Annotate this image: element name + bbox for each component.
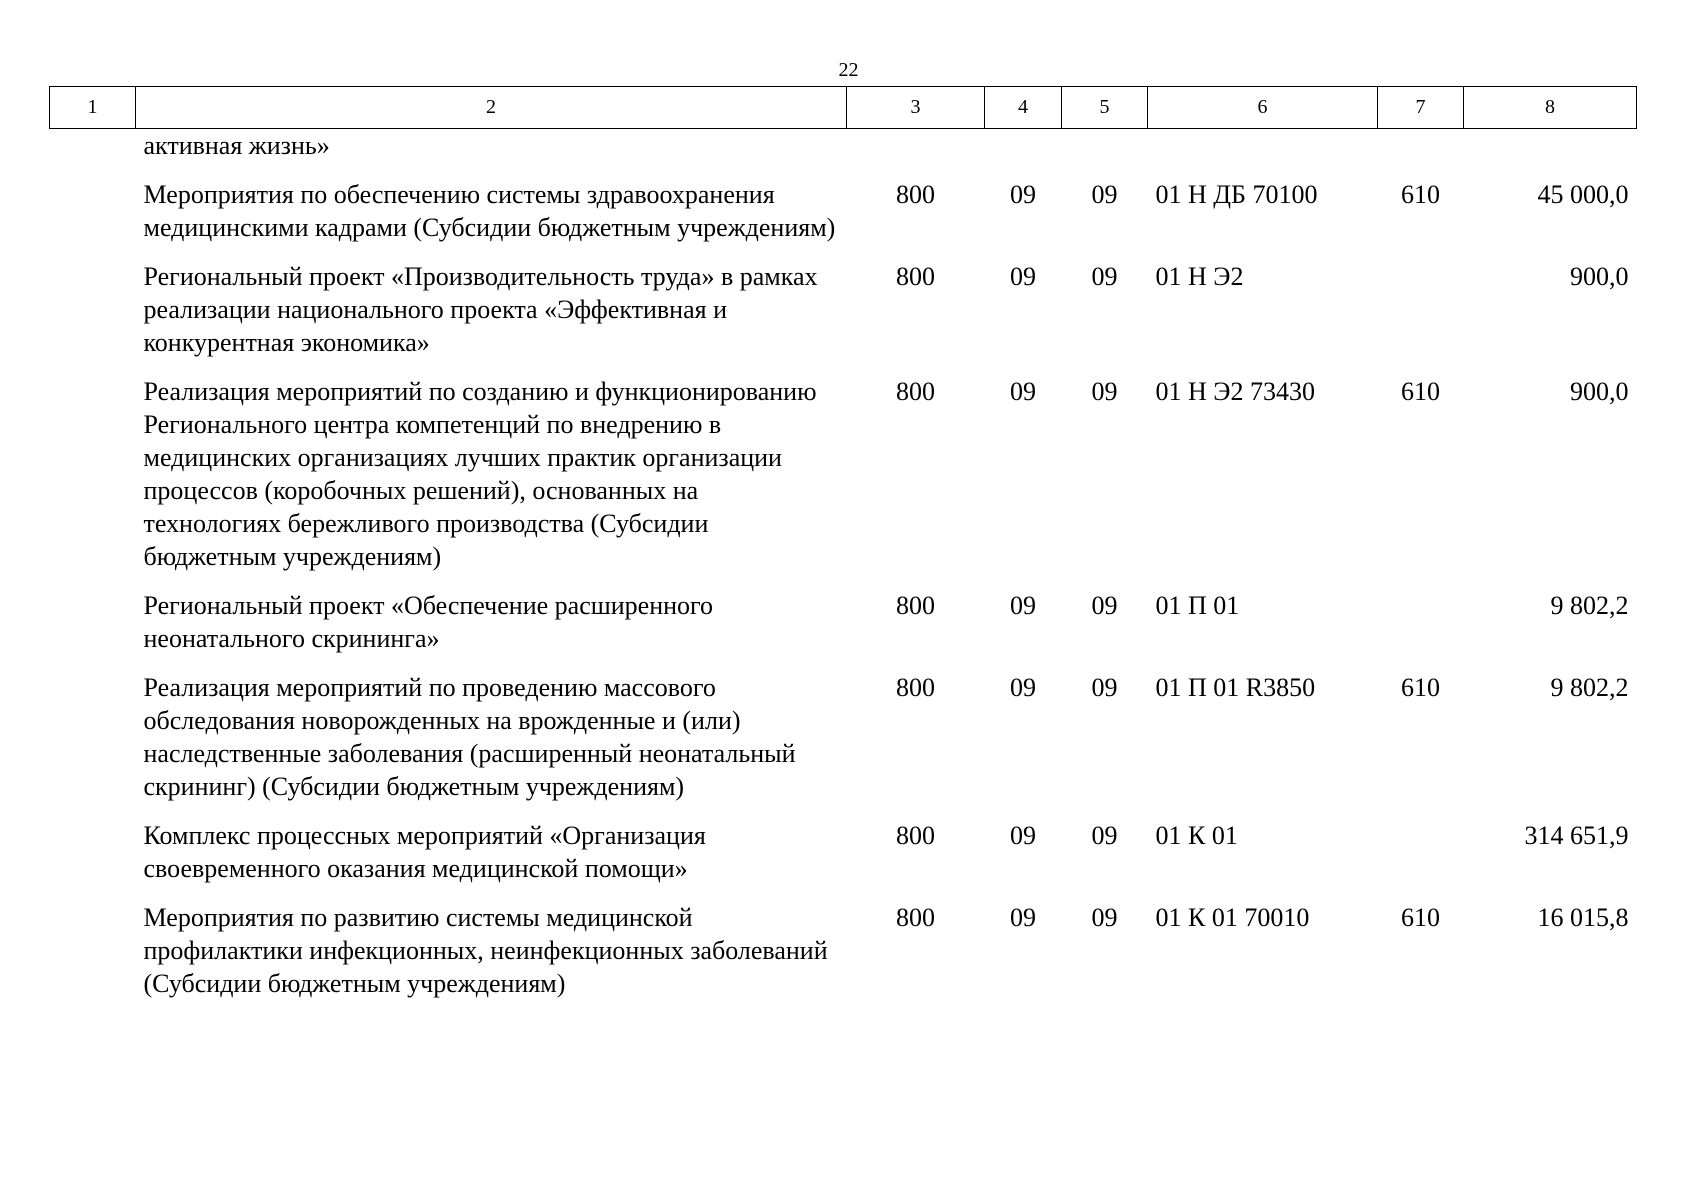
table-row xyxy=(50,819,1637,901)
row-amount: 9 802,2 xyxy=(1550,591,1629,620)
column-header-2: 2 xyxy=(136,87,847,129)
row-amount: 900,0 xyxy=(1570,262,1629,291)
budget-table xyxy=(49,86,1637,1016)
row-subsection: 09 xyxy=(1091,903,1118,932)
row-ministry-code: 800 xyxy=(896,262,935,291)
page-number: 22 xyxy=(838,59,859,81)
row-subsection: 09 xyxy=(1091,591,1118,620)
row-amount: 16 015,8 xyxy=(1537,903,1629,932)
row-name: Региональный проект «Обеспечение расширенного неонатального скрининга» xyxy=(143,591,714,653)
row-ministry-code: 800 xyxy=(896,377,935,406)
table-row xyxy=(50,671,1637,819)
row-ministry-code: 800 xyxy=(896,673,935,702)
row-target-article: 01 К 01 xyxy=(1155,821,1238,850)
row-amount: 9 802,2 xyxy=(1550,673,1629,702)
row-subsection: 09 xyxy=(1091,262,1118,291)
table-header xyxy=(50,87,1637,129)
column-header-8: 8 xyxy=(1464,87,1637,129)
table-row xyxy=(50,375,1637,589)
row-amount: 900,0 xyxy=(1570,377,1629,406)
row-section: 09 xyxy=(1010,673,1036,702)
row-ministry-code: 800 xyxy=(896,180,935,209)
row-amount: 314 651,9 xyxy=(1524,821,1629,850)
row-expense-type xyxy=(1378,589,1464,671)
table-row xyxy=(50,178,1637,260)
row-expense-type: 610 xyxy=(1401,673,1440,702)
row-expense-type: 610 xyxy=(1401,377,1440,406)
row-expense-type: 610 xyxy=(1401,903,1440,932)
row-target-article: 01 Н ДБ 70100 xyxy=(1155,180,1318,209)
table-row xyxy=(50,589,1637,671)
row-ministry-code: 800 xyxy=(896,903,935,932)
row-target-article: 01 Н Э2 xyxy=(1155,262,1244,291)
row-name: Комплекс процессных мероприятий «Организация своевременного оказания медицинской помощи» xyxy=(143,821,706,883)
continuation-row xyxy=(50,129,1637,179)
row-subsection: 09 xyxy=(1091,821,1118,850)
row-amount: 45 000,0 xyxy=(1537,180,1629,209)
column-header-3: 3 xyxy=(847,87,985,129)
row-name: Мероприятия по обеспечению системы здравоохранения медицинскими кадрами (Субсидии бюджетным учреждениям) xyxy=(143,180,836,242)
row-ministry-code: 800 xyxy=(896,821,935,850)
column-header-1: 1 xyxy=(50,87,136,129)
column-header-4: 4 xyxy=(985,87,1062,129)
table-row xyxy=(50,901,1637,1016)
row-section: 09 xyxy=(1010,377,1036,406)
header-row xyxy=(50,87,1637,129)
row-name: Реализация мероприятий по проведению массового обследования новорожденных на врожденные и (или) наследственные заболевания (расширенный неонатальный скрининг) (Субсидии бюджетным учреждениям) xyxy=(143,673,796,801)
row-section: 09 xyxy=(1010,821,1036,850)
row-expense-type xyxy=(1378,260,1464,375)
row-name: Региональный проект «Производительность труда» в рамках реализации национального проекта «Эффективная и конкурентная экономика» xyxy=(143,262,818,357)
row-target-article: 01 П 01 R3850 xyxy=(1155,673,1316,702)
table-row xyxy=(50,260,1637,375)
row-ministry-code: 800 xyxy=(896,591,935,620)
row-section: 09 xyxy=(1010,591,1036,620)
row-target-article: 01 Н Э2 73430 xyxy=(1155,377,1315,406)
row-subsection: 09 xyxy=(1091,377,1118,406)
table-body xyxy=(50,129,1637,1017)
row-section: 09 xyxy=(1010,180,1036,209)
column-header-7: 7 xyxy=(1378,87,1464,129)
column-header-5: 5 xyxy=(1062,87,1148,129)
row-name: Мероприятия по развитию системы медицинской профилактики инфекционных, неинфекционных заболеваний (Субсидии бюджетным учреждениям) xyxy=(143,903,828,998)
row-target-article: 01 К 01 70010 xyxy=(1155,903,1310,932)
row-subsection: 09 xyxy=(1091,180,1118,209)
row-subsection: 09 xyxy=(1091,673,1118,702)
row-section: 09 xyxy=(1010,262,1036,291)
continuation-text: активная жизнь» xyxy=(143,131,330,160)
row-expense-type: 610 xyxy=(1401,180,1440,209)
column-header-6: 6 xyxy=(1148,87,1378,129)
row-expense-type xyxy=(1378,819,1464,901)
row-name: Реализация мероприятий по созданию и функционированию Регионального центра компетенций по внедрению в медицинских организациях лучших практик организации процессов (коробочных решений), основанных на технологиях бережливого производства (Субсидии бюджетным учреждениям) xyxy=(143,377,817,571)
row-target-article: 01 П 01 xyxy=(1155,591,1240,620)
row-section: 09 xyxy=(1010,903,1036,932)
